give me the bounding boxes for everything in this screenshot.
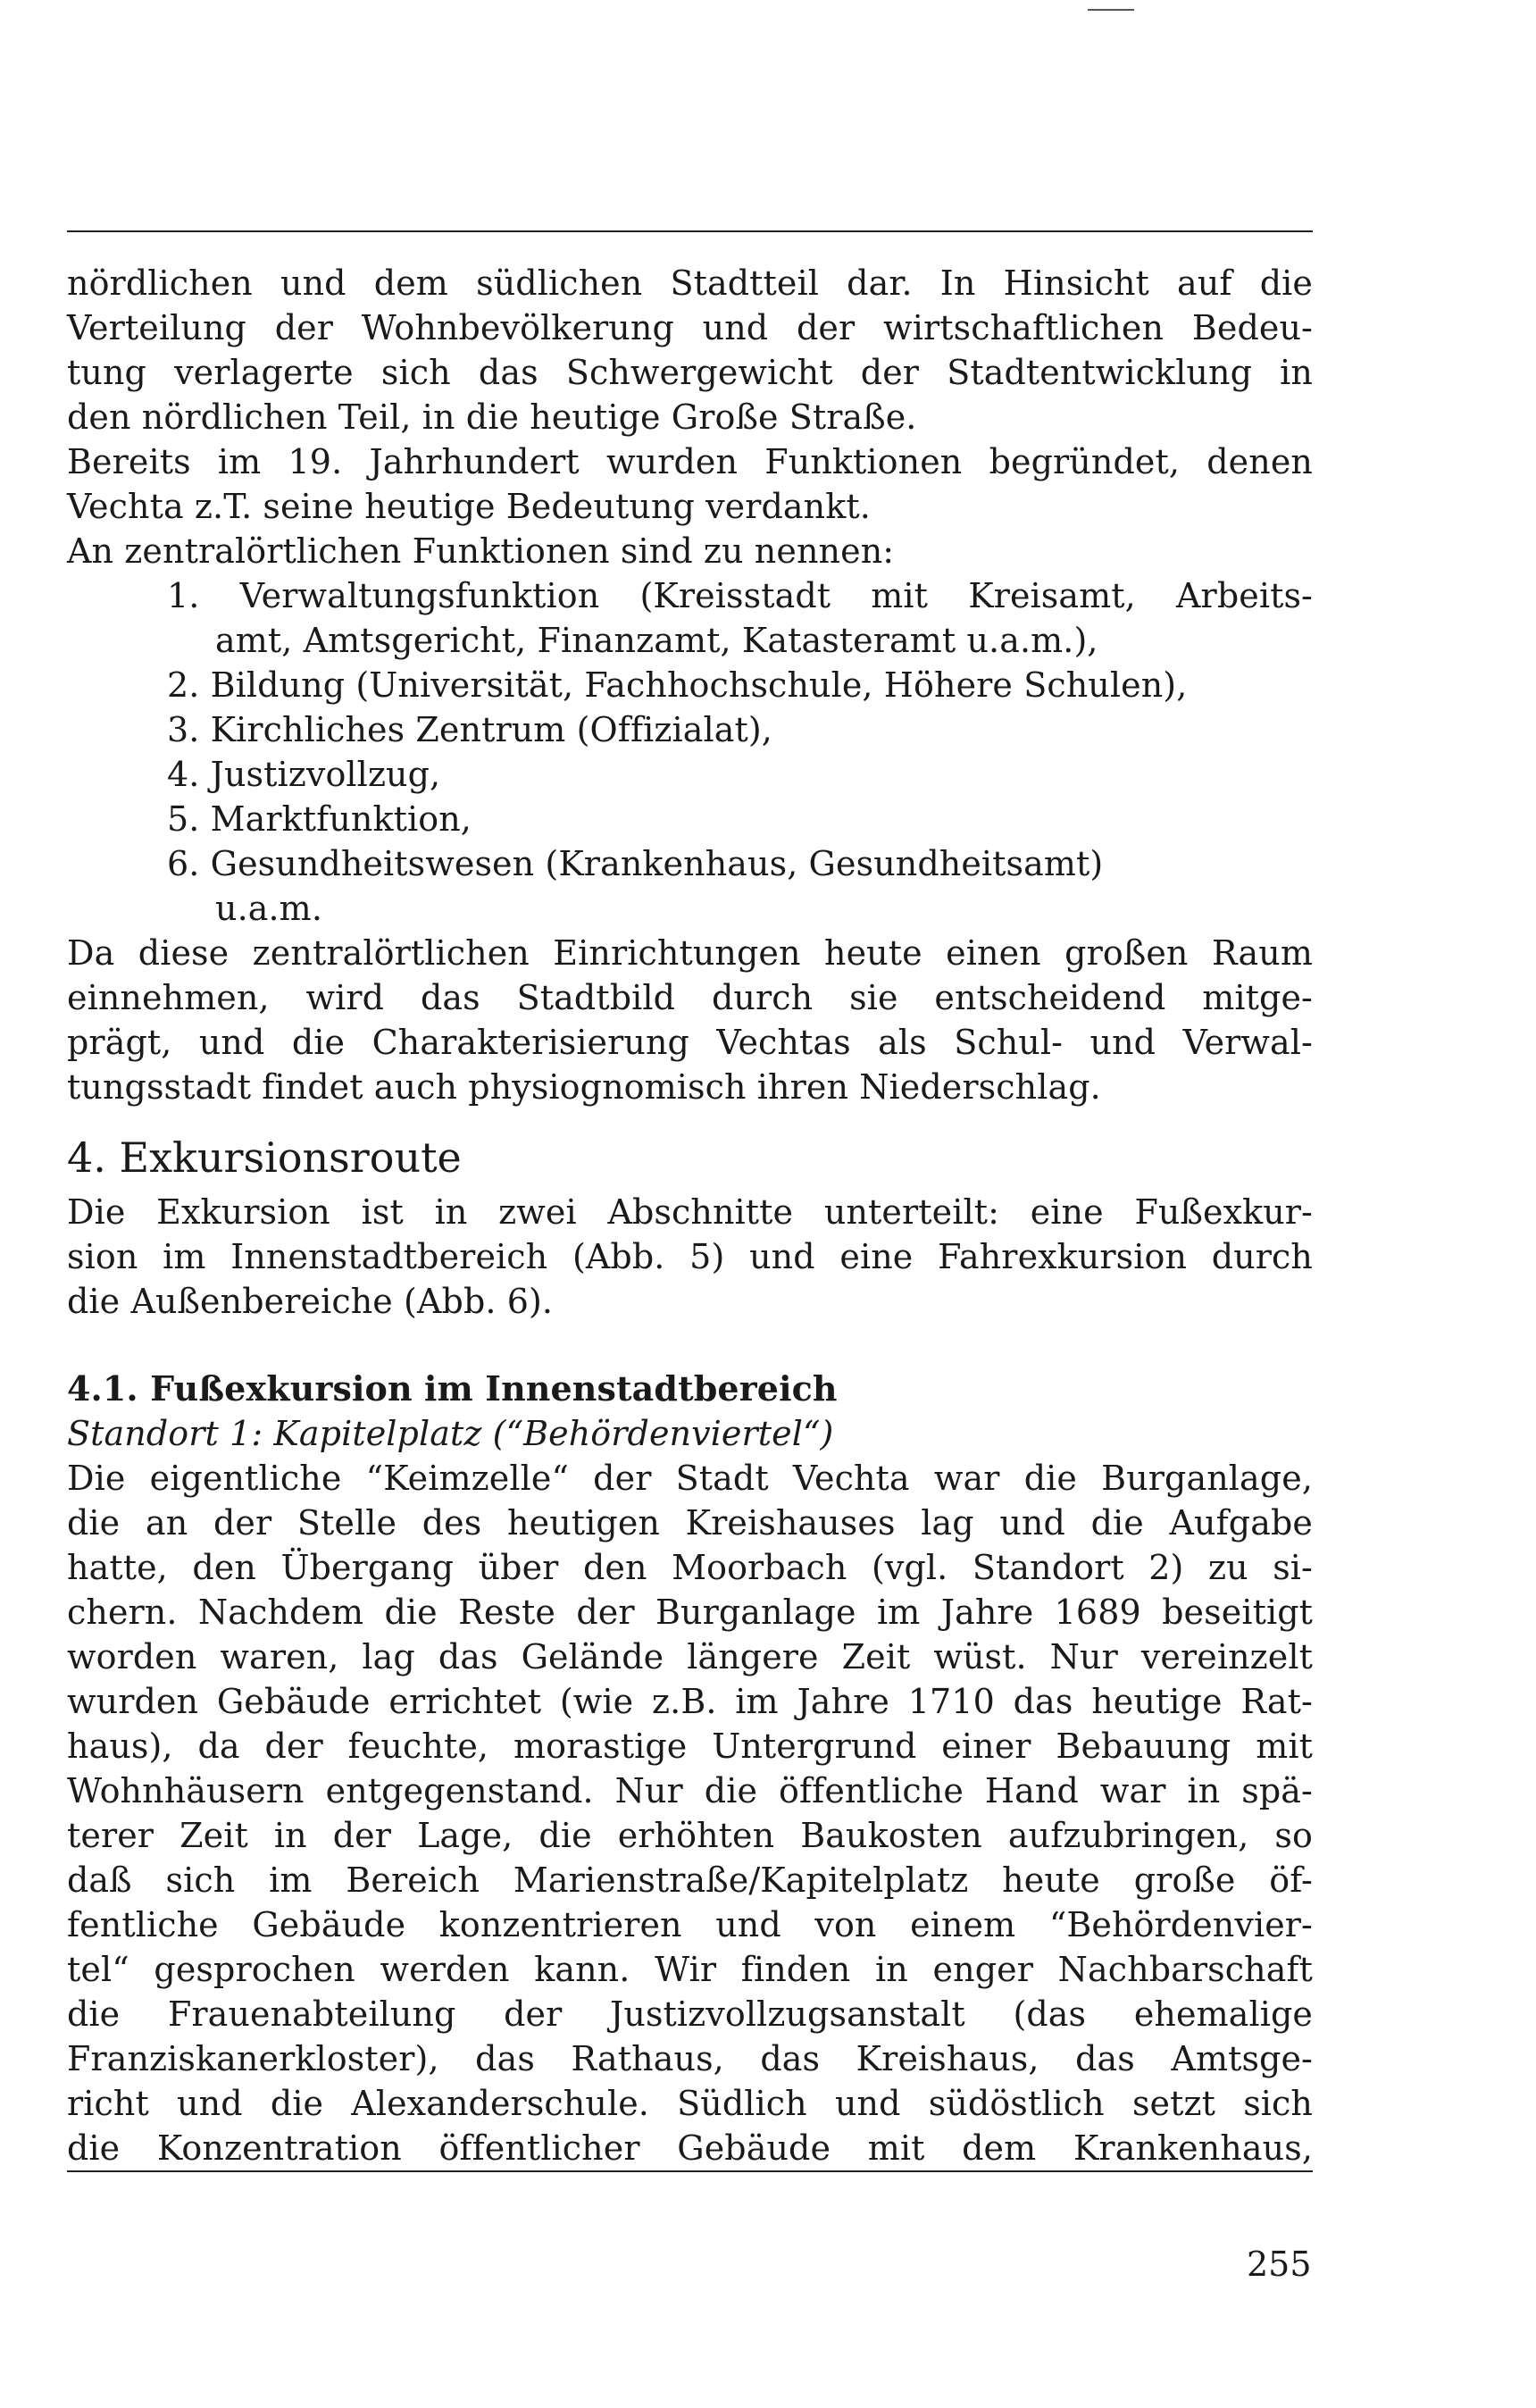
text-line: daß sich im Bereich Marienstraße/Kapitelplatz heute große öf- xyxy=(67,1860,1313,1900)
text-line: den nördlichen Teil, in die heutige Große Straße. xyxy=(67,397,917,437)
list-item: 4. Justizvollzug, xyxy=(167,755,441,794)
text-line: Die Exkursion ist in zwei Abschnitte unterteilt: eine Fußexkur- xyxy=(67,1192,1313,1232)
text-line: worden waren, lag das Gelände längere Zeit wüst. Nur vereinzelt xyxy=(67,1637,1313,1676)
text-line: tung verlagerte sich das Schwergewicht der Stadtentwicklung in xyxy=(67,353,1313,392)
text-line: Vechta z.T. seine heutige Bedeutung verdankt. xyxy=(67,487,871,526)
page-number: 255 xyxy=(1247,2245,1312,2284)
text-line: die Außenbereiche (Abb. 6). xyxy=(67,1282,554,1321)
text-line: die an der Stelle des heutigen Kreishauses lag und die Aufgabe xyxy=(67,1503,1313,1543)
top-edge-mark xyxy=(1088,9,1134,11)
list-item: 6. Gesundheitswesen (Krankenhaus, Gesundheitsamt) xyxy=(167,844,1104,883)
subsection-heading: 4.1. Fußexkursion im Innenstadtbereich xyxy=(67,1368,838,1409)
text-line: die Frauenabteilung der Justizvollzugsanstalt (das ehemalige xyxy=(67,1994,1313,2034)
section-heading: 4. Exkursionsroute xyxy=(67,1133,462,1182)
list-item: 3. Kirchliches Zentrum (Offizialat), xyxy=(167,710,772,749)
list-item: u.a.m. xyxy=(215,889,322,928)
text-line: fentliche Gebäude konzentrieren und von einem “Behördenvier- xyxy=(67,1905,1313,1944)
text-line: sion im Innenstadtbereich (Abb. 5) und eine Fahrexkursion durch xyxy=(67,1237,1313,1276)
paragraph-route xyxy=(67,1190,1313,1324)
text-line: An zentralörtlichen Funktionen sind zu nennen: xyxy=(67,531,895,571)
function-list xyxy=(67,573,1313,931)
text-line: die Konzentration öffentlicher Gebäude mit dem Krankenhaus, xyxy=(67,2128,1313,2168)
text-line: wurden Gebäude errichtet (wie z.B. im Jahre 1710 das heutige Rat- xyxy=(67,1682,1313,1721)
paragraph-central-functions xyxy=(67,931,1313,1109)
text-line: hatte, den Übergang über den Moorbach (vgl. Standort 2) zu si- xyxy=(67,1548,1313,1587)
text-line: terer Zeit in der Lage, die erhöhten Baukosten aufzubringen, so xyxy=(67,1816,1313,1855)
list-item: 1. Verwaltungsfunktion (Kreisstadt mit Kreisamt, Arbeits- xyxy=(167,576,1313,615)
text-line: tel“ gesprochen werden kann. Wir finden in enger Nachbarschaft xyxy=(67,1950,1313,1989)
list-item: amt, Amtsgericht, Finanzamt, Katasteramt u.a.m.), xyxy=(215,621,1098,660)
text-line: prägt, und die Charakterisierung Vechtas als Schul- und Verwal- xyxy=(67,1023,1313,1062)
text-line: haus), da der feuchte, morastige Untergrund einer Bebauung mit xyxy=(67,1727,1313,1766)
footer-rule xyxy=(67,2170,1313,2172)
text-line: Wohnhäusern entgegenstand. Nur die öffentliche Hand war in spä- xyxy=(67,1771,1313,1810)
text-line: Bereits im 19. Jahrhundert wurden Funktionen begründet, denen xyxy=(67,442,1313,481)
text-line: nördlichen und dem südlichen Stadtteil dar. In Hinsicht auf die xyxy=(67,263,1313,303)
text-line: Da diese zentralörtlichen Einrichtungen heute einen großen Raum xyxy=(67,933,1313,973)
list-item: 2. Bildung (Universität, Fachhochschule, Höhere Schulen), xyxy=(167,665,1188,705)
subsection xyxy=(67,1367,1313,2170)
paragraph-intro xyxy=(67,261,1313,573)
text-line: tungsstadt findet auch physiognomisch ihren Niederschlag. xyxy=(67,1067,1101,1107)
text-line: Franziskanerkloster), das Rathaus, das Kreishaus, das Amtsge- xyxy=(67,2039,1313,2078)
text-line: Die eigentliche “Keimzelle“ der Stadt Vechta war die Burganlage, xyxy=(67,1459,1313,1498)
text-line: Verteilung der Wohnbevölkerung und der wirtschaftlichen Bedeu- xyxy=(67,308,1313,347)
header-rule xyxy=(67,230,1313,232)
text-line: einnehmen, wird das Stadtbild durch sie entscheidend mitge- xyxy=(67,978,1313,1017)
text-line: chern. Nachdem die Reste der Burganlage im Jahre 1689 beseitigt xyxy=(67,1593,1313,1632)
list-item: 5. Marktfunktion, xyxy=(167,799,472,839)
standort-title: Standort 1: Kapitelplatz (“Behördenviertel“) xyxy=(67,1414,834,1453)
text-line: richt und die Alexanderschule. Südlich und südöstlich setzt sich xyxy=(67,2084,1313,2123)
